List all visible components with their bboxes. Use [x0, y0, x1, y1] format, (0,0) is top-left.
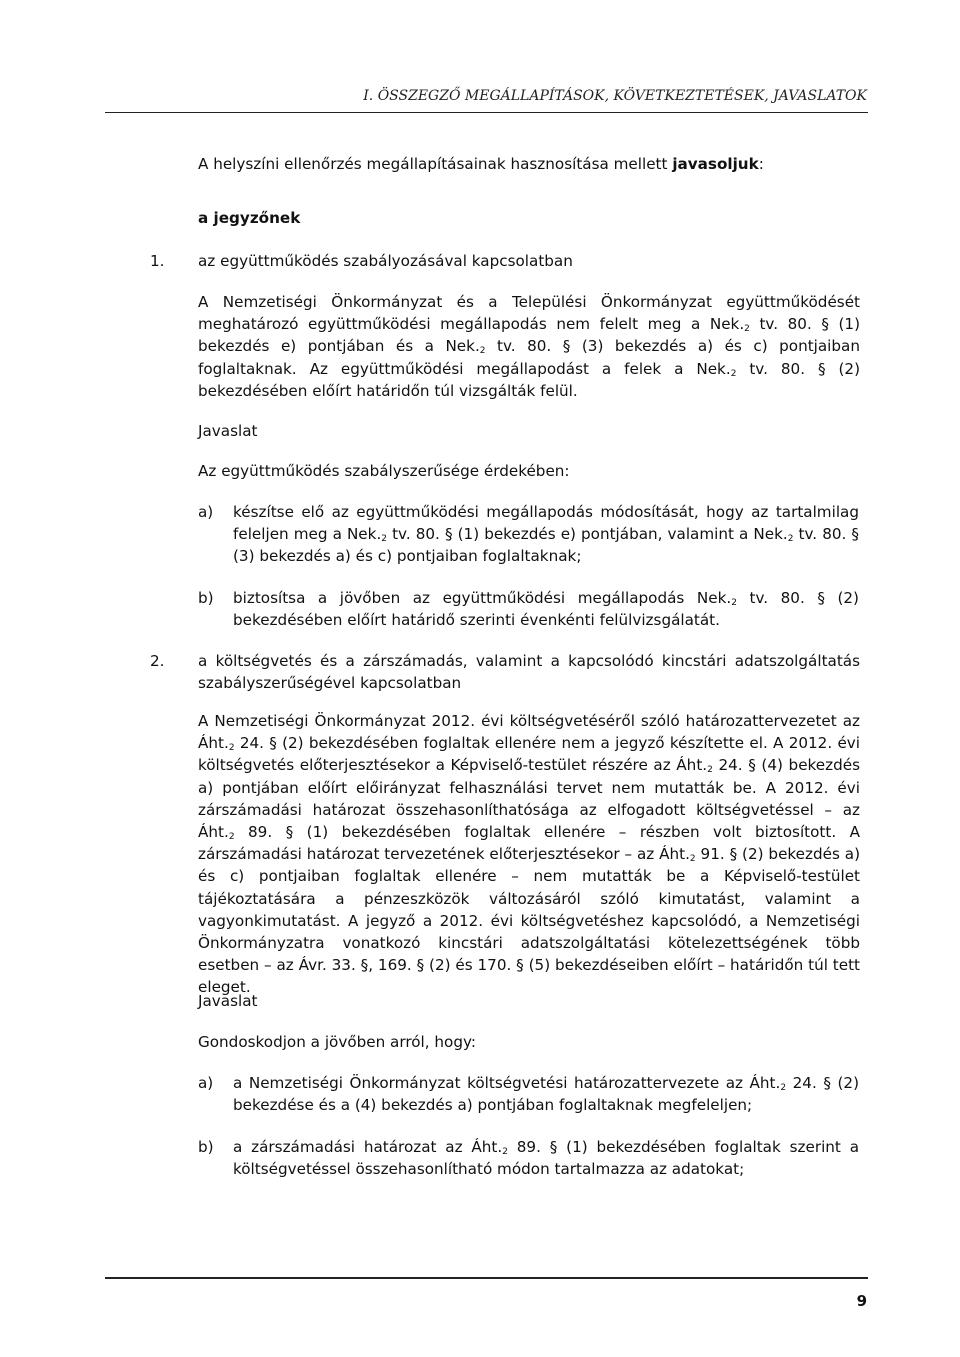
addressee: a jegyzőnek [198, 209, 301, 227]
section2-item-b-label: b) [198, 1138, 214, 1156]
section1-lead: Az együttműködés szabályszerűsége érdekében: [198, 462, 570, 480]
section1-number: 1. [150, 252, 165, 270]
intro-bold-text: javasoljuk [672, 155, 759, 173]
item-text: tv. 80. § (3) bekezdés a) és c) pontjaiban foglaltaknak; [233, 525, 860, 565]
section2-item-b [233, 1136, 859, 1180]
finding-text: 91. § (2) bekezdés a) és c) pontjaiban foglaltak ellenére – nem mutatták be a Képviselő-testület tájékoztatására a pénzeszközök változásáról szóló kimutatást, valamint a vagyonkimutatást. A jegyző a 2012. évi költségvetéshez kapcsolódó, a Nemzetiségi Önkormányzatra vonatkozó kincstári adatszolgáltatási kötelezettségének több esetben – az Ávr. 33. §, 169. § (2) és 170. § (5) bekezdéseiben előírt – határidőn túl tett eleget. [198, 845, 860, 997]
finding-text: 24. § (4) bekezdés a) pontjában előírt előirányzat felhasználási tervet nem mutatták be. A 2012. évi zárszámadási határozat összehasonlíthatósága az elfogadott költségvetéssel – az Áht. [198, 756, 861, 842]
footer-rule [105, 1277, 868, 1279]
finding-text: tv. 80. § (3) bekezdés a) és c) pontjaiban foglaltaknak. Az együttműködési megállapodást a felek a Nek. [198, 337, 860, 378]
section2-title: a költségvetés és a zárszámadás, valamint a kapcsolódó kincstári adatszolgáltatás szabályszerűségével kapcsolatban [198, 652, 860, 693]
item-text: 24. § (2) bekezdése és a (4) bekezdés a) pontjában foglaltaknak megfeleljen; [233, 1074, 859, 1114]
running-header: I. ÖSSZEGZŐ MEGÁLLAPÍTÁSOK, KÖVETKEZTETÉSEK, JAVASLATOK [363, 88, 867, 104]
section1-finding [198, 291, 860, 402]
intro-text: A helyszíni ellenőrzés megállapításainak hasznosítása mellett [198, 155, 673, 173]
finding-text: 24. § (2) bekezdésében foglaltak ellenére nem a jegyző készítette el. A 2012. évi költségvetés előterjesztésekor a Képviselő-testület részére az Áht. [198, 734, 860, 775]
subscript: 2 [228, 743, 235, 754]
section2-javaslat-label: Javaslat [198, 992, 258, 1010]
intro-paragraph [198, 153, 764, 175]
finding-text: A Nemzetiségi Önkormányzat 2012. évi költségvetéséről szóló határozattervezetet az Áht. [198, 712, 860, 753]
item-text: készítse elő az együttműködési megállapodás módosítását, hogy az tartalmilag feleljen meg a Nek. [233, 503, 859, 543]
subscript: 2 [689, 854, 696, 865]
item-text: a zárszámadási határozat az Áht. [233, 1138, 503, 1156]
section2-item-a-label: a) [198, 1074, 214, 1092]
subscript: 2 [731, 598, 737, 608]
subscript: 2 [730, 368, 737, 379]
item-text: biztosítsa a jövőben az együttműködési megállapodás Nek. [233, 589, 732, 607]
section1-item-a [233, 501, 859, 567]
subscript: 2 [479, 346, 486, 357]
item-text: tv. 80. § (2) bekezdésében előírt határidő szerinti évenkénti felülvizsgálatát. [233, 589, 859, 629]
finding-text: tv. 80. § (1) bekezdés e) pontjában és a Nek. [198, 315, 860, 356]
subscript: 2 [787, 534, 794, 544]
section2-lead: Gondoskodjon a jövőben arról, hogy: [198, 1033, 476, 1051]
intro-tail: : [758, 155, 764, 173]
subscript: 2 [502, 1147, 508, 1157]
item-text: 89. § (1) bekezdésében foglaltak szerint a költségvetéssel összehasonlítható módon tartalmazza az adatokat; [233, 1138, 860, 1178]
finding-text: 89. § (1) bekezdésében foglaltak ellenére – részben volt biztosított. A zárszámadási határozat tervezetének előterjesztésekor – az Áht. [198, 823, 860, 864]
section1-item-a-label: a) [198, 503, 214, 521]
subscript: 2 [707, 765, 713, 776]
subscript: 2 [780, 1083, 787, 1093]
finding-text: tv. 80. § (2) bekezdésében előírt határidőn túl vizsgálták felül. [198, 359, 860, 400]
section1-title: az együttműködés szabályozásával kapcsolatban [198, 252, 573, 270]
subscript: 2 [744, 324, 750, 335]
finding-text: A Nemzetiségi Önkormányzat és a Települési Önkormányzat együttműködését meghatározó együttműködési megállapodás nem felelt meg a Nek. [198, 293, 860, 334]
header-rule [105, 112, 868, 113]
subscript: 2 [381, 534, 388, 544]
section2-item-a [233, 1072, 859, 1116]
section1-item-b-label: b) [198, 589, 214, 607]
page-number: 9 [856, 1292, 867, 1310]
subscript: 2 [228, 832, 235, 843]
item-text: a Nemzetiségi Önkormányzat költségvetési határozattervezete az Áht. [233, 1074, 781, 1092]
item-text: tv. 80. § (1) bekezdés e) pontjában, valamint a Nek. [387, 525, 788, 543]
section1-item-b [233, 587, 859, 631]
section2-finding [198, 710, 860, 999]
section1-javaslat-label: Javaslat [198, 422, 258, 440]
section2-number: 2. [150, 652, 165, 670]
